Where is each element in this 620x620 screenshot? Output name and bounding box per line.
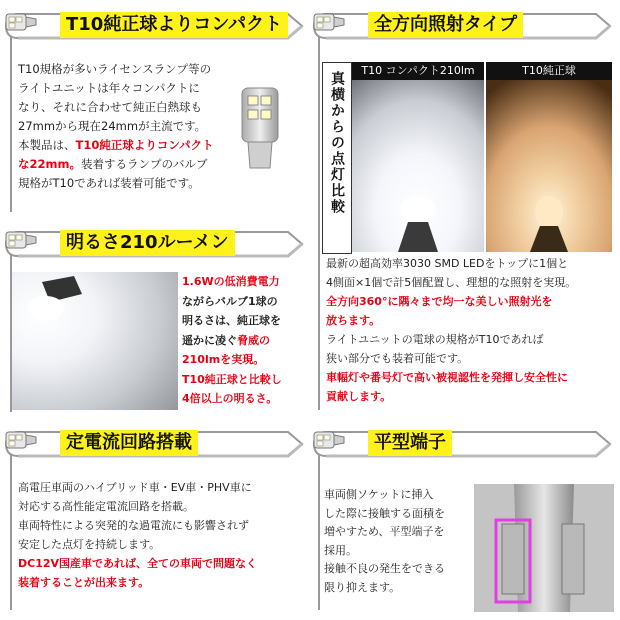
text-segment: した際に接触する面積を — [324, 506, 445, 520]
left-caption: T10 コンパクト210lm — [352, 62, 484, 80]
text-segment: T10純正球よりコンパクト — [75, 138, 214, 152]
text-line — [326, 311, 616, 330]
text-line — [182, 350, 304, 370]
frame-line-compact — [10, 30, 12, 212]
bulb-icon — [4, 226, 38, 254]
text-line — [182, 272, 304, 292]
text-line — [18, 554, 308, 573]
text-segment: 放ちます。 — [326, 314, 381, 327]
text-terminal — [324, 486, 474, 597]
text-segment: 高電圧車両のハイブリッド車・EV車・PHV車に — [18, 481, 252, 494]
text-line — [182, 331, 304, 351]
text-segment: 最新の超高効率3030 SMD LEDをトップに1個と — [326, 257, 569, 270]
text-segment: 対応する高性能定電流回路を搭載。 — [18, 500, 194, 513]
right-caption: T10純正球 — [486, 62, 612, 80]
frame-line-terminal — [318, 448, 320, 610]
text-line — [324, 560, 474, 579]
text-segment: 全方向360°に隅々まで均一な美しい照射光を — [326, 295, 553, 308]
terminal-photo — [474, 484, 614, 612]
compare-label-box — [322, 62, 352, 254]
text-segment: 安定した点灯を持続します。 — [18, 538, 161, 551]
text-line — [326, 349, 616, 368]
text-line — [324, 542, 474, 561]
section-header-omni — [312, 8, 612, 44]
text-bright — [182, 272, 304, 409]
section-title-omni: 全方向照射タイプ — [368, 12, 523, 38]
text-segment: 接触不良の発生をできる — [324, 562, 445, 575]
text-segment: DC12V国産車であれば、全ての車両で問題なく — [18, 557, 258, 570]
text-line — [18, 60, 248, 79]
text-line — [18, 573, 308, 592]
text-line — [18, 98, 248, 117]
text-line — [18, 535, 308, 554]
text-segment: 増やすため、平型端子を — [324, 525, 445, 538]
section-header-compact — [4, 8, 304, 44]
text-segment: 本製品は、 — [18, 138, 76, 152]
text-segment: 車両特性による突発的な過電流にも影響されず — [18, 519, 249, 532]
text-segment: 装着するランプのバルブ — [80, 157, 208, 171]
text-line — [324, 523, 474, 542]
text-line — [182, 389, 304, 409]
section-title-compact: T10純正球よりコンパクト — [60, 12, 288, 38]
text-segment: なり、それに合わせて純正白熱球も — [18, 100, 202, 114]
text-line — [326, 292, 616, 311]
text-line — [18, 497, 308, 516]
frame-line-omni — [318, 30, 320, 410]
text-segment: 貢献します。 — [326, 390, 392, 403]
text-segment: 210lmを実現。 — [182, 353, 265, 366]
text-circuit — [18, 478, 308, 592]
text-line — [326, 387, 616, 406]
stock-lit-photo — [486, 62, 612, 252]
section-title-bright: 明るさ210ルーメン — [60, 230, 235, 256]
text-line — [326, 330, 616, 349]
text-segment: 明るさは、純正球を — [182, 314, 281, 327]
section-title-terminal: 平型端子 — [368, 430, 452, 456]
text-segment: T10純正球と比較し — [182, 372, 282, 386]
text-segment: 車幅灯や番号灯で高い被視認性を発揮し安全性に — [326, 371, 568, 384]
text-line — [182, 292, 304, 312]
text-segment: 規格がT10であれば装着可能です。 — [18, 176, 200, 190]
section-header-bright — [4, 226, 304, 262]
text-segment: 狭い部分でも装着可能です。 — [326, 352, 469, 365]
text-line — [324, 579, 474, 598]
bulb-icon — [4, 426, 38, 454]
section-header-terminal — [312, 426, 612, 462]
bulb-icon — [312, 426, 346, 454]
text-line — [18, 136, 248, 155]
text-segment: 脅威の — [237, 333, 270, 347]
text-segment: 装着することが出来ます。 — [18, 576, 150, 589]
text-line — [326, 254, 616, 273]
text-segment: な22mm。 — [18, 157, 81, 171]
frame-line-circuit — [10, 448, 12, 610]
text-segment: 4側面×1個で計5個配置し、理想的な照射を実現。 — [326, 276, 577, 289]
text-segment: ライトユニットの電球の規格がT10であれば — [326, 333, 544, 346]
compact-bulb-photo — [232, 84, 290, 174]
text-segment: 27mmから現在24mmが主流です。 — [18, 119, 207, 133]
text-segment: 採用。 — [324, 543, 357, 557]
text-omni — [326, 254, 616, 406]
text-line — [18, 516, 308, 535]
text-segment: ながらバルブ1球の — [182, 294, 278, 308]
text-segment: 遥かに凌ぐ — [182, 333, 237, 347]
text-line — [182, 311, 304, 331]
section-header-circuit — [4, 426, 304, 462]
compare-label: 真横からの点灯比較 — [329, 71, 345, 215]
text-segment: 限り抑えます。 — [324, 580, 401, 594]
text-segment: 4倍以上の明るさ。 — [182, 392, 278, 405]
text-compact — [18, 60, 248, 193]
text-line — [326, 273, 616, 292]
text-line — [18, 174, 248, 193]
text-line — [324, 505, 474, 524]
text-segment: 1.6Wの低消費電力 — [182, 275, 280, 288]
text-segment: 車両側ソケットに挿入 — [324, 488, 434, 501]
text-line — [18, 79, 248, 98]
text-line — [324, 486, 474, 505]
brightness-photo — [12, 272, 178, 410]
bulb-icon — [4, 8, 38, 36]
text-line — [18, 478, 308, 497]
compact-lit-photo — [352, 62, 484, 252]
text-line — [18, 117, 248, 136]
text-segment: ライトユニットは年々コンパクトに — [18, 81, 200, 95]
bulb-icon — [312, 8, 346, 36]
text-line — [326, 368, 616, 387]
section-title-circuit: 定電流回路搭載 — [60, 430, 198, 456]
text-segment: T10規格が多いライセンスランプ等の — [18, 62, 212, 76]
text-line — [182, 370, 304, 390]
text-line — [18, 155, 248, 174]
